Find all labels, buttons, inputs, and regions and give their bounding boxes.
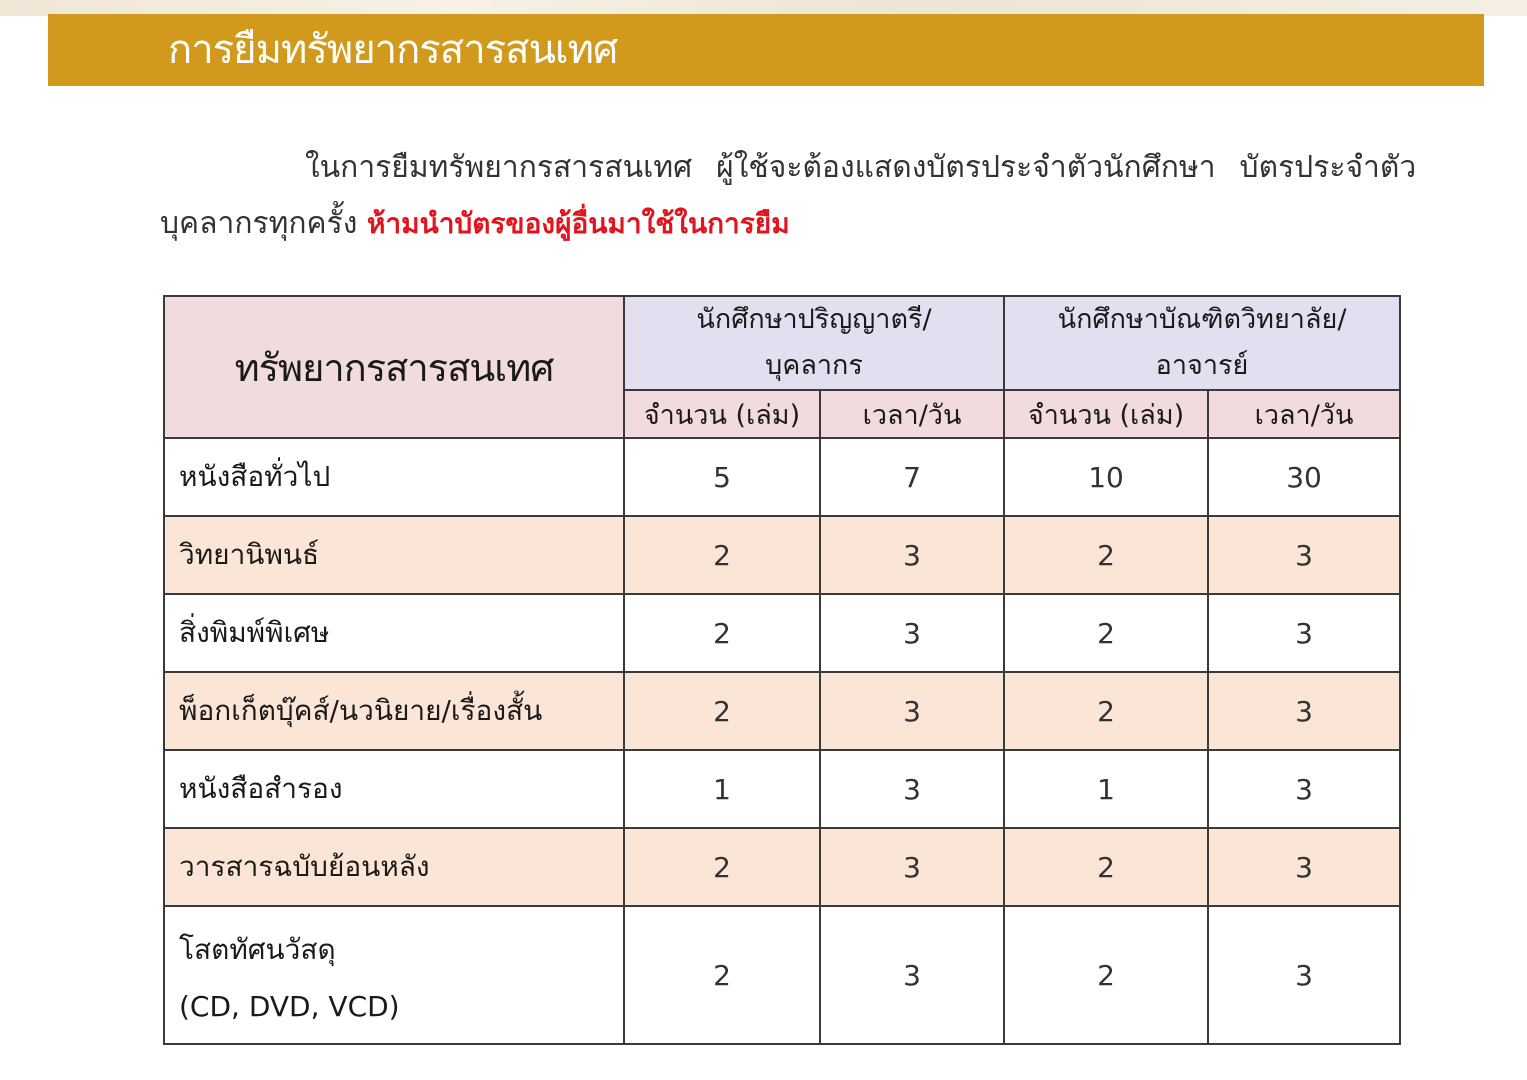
group1-line2: บุคลากร — [765, 350, 863, 381]
title-banner — [48, 14, 1484, 86]
row-label: หนังสือสำรอง — [164, 750, 624, 828]
graduate-days-cell: 3 — [1208, 906, 1400, 1044]
graduate-days-cell: 3 — [1208, 750, 1400, 828]
table-row — [164, 516, 1400, 594]
graduate-days-header: เวลา/วัน — [1208, 390, 1400, 438]
undergrad-days-cell: 3 — [820, 750, 1004, 828]
row-label: โสตทัศนวัสดุ — [179, 932, 336, 966]
graduate-faculty-group-header — [1004, 296, 1400, 390]
table-row — [164, 672, 1400, 750]
warning-text: ห้ามนำบัตรของผู้อื่นมาใช้ในการยืม — [366, 207, 790, 240]
resource-column-header: ทรัพยากรสารสนเทศ — [164, 296, 624, 438]
row-label: วิทยานิพนธ์ — [164, 516, 624, 594]
graduate-count-cell: 1 — [1004, 750, 1208, 828]
graduate-days-cell: 3 — [1208, 672, 1400, 750]
intro-line1-part1: ในการยืมทรัพยากรสารสนเทศ — [305, 150, 693, 185]
graduate-count-cell: 2 — [1004, 516, 1208, 594]
undergrad-count-cell: 2 — [624, 828, 820, 906]
graduate-days-cell: 3 — [1208, 594, 1400, 672]
row-label: สิ่งพิมพ์พิเศษ — [164, 594, 624, 672]
graduate-count-cell: 2 — [1004, 672, 1208, 750]
undergrad-count-cell: 2 — [624, 516, 820, 594]
row-label-cell — [164, 906, 624, 1044]
group1-line1: นักศึกษาปริญญาตรี/ — [696, 304, 932, 335]
row-sublabel: (CD, DVD, VCD) — [179, 989, 400, 1023]
table-row — [164, 594, 1400, 672]
undergrad-count-cell: 2 — [624, 594, 820, 672]
intro-line-1 — [160, 140, 1430, 196]
undergrad-days-cell: 3 — [820, 672, 1004, 750]
undergrad-days-cell: 3 — [820, 516, 1004, 594]
table-row — [164, 438, 1400, 516]
graduate-days-cell: 3 — [1208, 516, 1400, 594]
intro-line2-text: บุคลากรทุกครั้ง — [160, 206, 358, 241]
graduate-count-cell: 10 — [1004, 438, 1208, 516]
graduate-count-header: จำนวน (เล่ม) — [1004, 390, 1208, 438]
row-label: วารสารฉบับย้อนหลัง — [164, 828, 624, 906]
intro-line1-part2: ผู้ใช้จะต้องแสดงบัตรประจำตัวนักศึกษา — [716, 150, 1216, 185]
graduate-count-cell: 2 — [1004, 906, 1208, 1044]
page-title: การยืมทรัพยากรสารสนเทศ — [168, 27, 618, 73]
undergrad-count-cell: 2 — [624, 906, 820, 1044]
graduate-days-cell: 3 — [1208, 828, 1400, 906]
intro-line1-part3: บัตรประจำตัว — [1239, 150, 1417, 185]
undergrad-count-cell: 2 — [624, 672, 820, 750]
table-row — [164, 906, 1400, 1044]
table-row — [164, 828, 1400, 906]
graduate-count-cell: 2 — [1004, 828, 1208, 906]
undergrad-days-cell: 3 — [820, 828, 1004, 906]
undergrad-days-cell: 3 — [820, 906, 1004, 1044]
undergrad-count-header: จำนวน (เล่ม) — [624, 390, 820, 438]
undergrad-days-cell: 7 — [820, 438, 1004, 516]
group2-line1: นักศึกษาบัณฑิตวิทยาลัย/ — [1057, 304, 1347, 335]
row-label: หนังสือทั่วไป — [164, 438, 624, 516]
undergrad-count-cell: 1 — [624, 750, 820, 828]
row-label: พ็อกเก็ตบุ๊คส์/นวนิยาย/เรื่องสั้น — [164, 672, 624, 750]
undergrad-staff-group-header — [624, 296, 1004, 390]
group2-line2: อาจารย์ — [1155, 350, 1249, 381]
undergrad-days-cell: 3 — [820, 594, 1004, 672]
loan-policy-table — [163, 295, 1401, 1045]
graduate-days-cell: 30 — [1208, 438, 1400, 516]
intro-paragraph — [160, 140, 1430, 252]
table-row — [164, 750, 1400, 828]
undergrad-count-cell: 5 — [624, 438, 820, 516]
graduate-count-cell: 2 — [1004, 594, 1208, 672]
undergrad-days-header: เวลา/วัน — [820, 390, 1004, 438]
intro-line-2 — [160, 196, 1430, 252]
